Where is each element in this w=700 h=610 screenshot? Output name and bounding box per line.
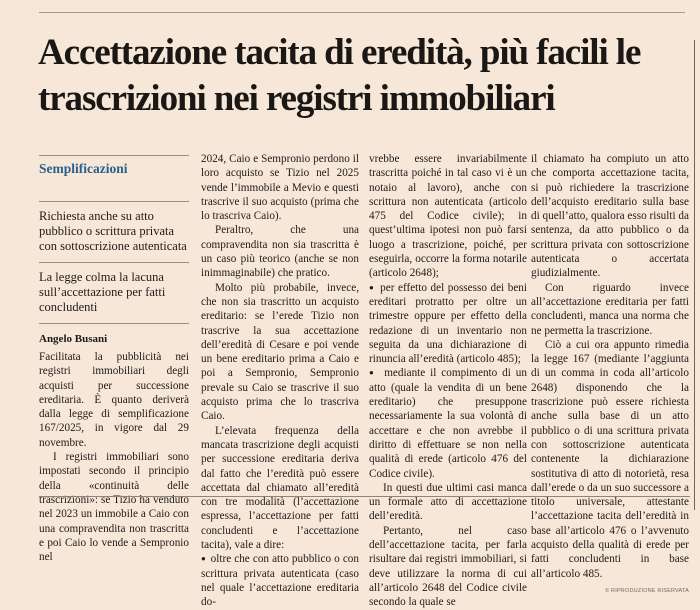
article-column-4 — [531, 152, 689, 598]
sidebar — [39, 155, 189, 354]
body-paragraph: I registri immobiliari sono impostati secondo il principio della «continuità delle trascrizioni»: se Tizio ha venduto nel 2023 un immobile a Caio con una compravendita non trascritta e poi Caio lo vende a Sempronio nel — [39, 451, 189, 564]
author-byline: Angelo Busani — [39, 333, 108, 345]
article-column-2 — [201, 152, 359, 610]
top-rule — [39, 12, 685, 13]
bullet-paragraph: ● oltre che con atto pubblico o con scrittura privata autenticata (caso nel quale l’accettazione ereditaria do- — [201, 552, 359, 609]
body-paragraph: Molto più probabile, invece, che non sia trascritto un acquisto ereditario: se l’erede Tizio non trascrive la sua accettazione dell’eredità di Cesare e poi vende un bene ereditario prima a Caio e poi a Sempronio, Sempronio prevale su Caio se trascrive il suo acquisto prima che lo trascriva Caio. — [201, 281, 359, 423]
body-paragraph: In questi due ultimi casi manca un formale atto di accettazione dell’eredità. — [369, 481, 527, 523]
subheading-2: La legge colma la lacuna sull’accettazione per fatti concludenti — [39, 270, 166, 314]
article-column-3 — [369, 152, 527, 610]
body-paragraph: vrebbe essere invariabilmente trascritta poiché in tal caso vi è un notaio al lavoro), anche con scrittura non autenticata (articolo 475 del Codice civile); in quest’ultima ipotesi non può farsi luogo a trascrizione, poiché, per eseguirla, occorre la forma notarile (articolo 2648); — [369, 153, 527, 280]
body-paragraph: Ciò a cui ora appunto rimedia la legge 167 (mediante l’aggiunta di un comma in coda all’articolo 2648) disponendo che la trascrizione può essere richiesta anche sulla base di un atto pubblico o di una scrittura privata con sottoscrizione autenticata contenente la dichiarazione sostitutiva di atto di notorietà, resa dall’erede o da un suo successore a titolo universale, attestante l’accettazione tacita dell’eredità in base all’articolo 476 o l’avvenuto acquisto della qualità di erede per fatti concludenti in base all’articolo 485. — [531, 338, 689, 580]
article-column-1 — [39, 350, 189, 564]
headline: Accettazione tacita di eredità, più facili le trascrizioni nei registri immobiliari — [38, 32, 641, 119]
body-paragraph: il chiamato ha compiuto un atto che comporta accettazione tacita, si può richiedere la trascrizione dell’acquisto ereditario sulla base di quell’atto, qualora esso risulti da sentenza, da atto pubblico o da scrittura privata con sottoscrizione autenticata o accertata giudizialmente. — [531, 153, 689, 280]
right-column-rule — [694, 40, 695, 510]
bullet-paragraph: ● per effetto del possesso dei beni ereditari protratto per oltre un trimestre oppure per effetto della redazione di un inventario non seguita da una dichiarazione di rinuncia all’eredità (articolo 485); — [369, 281, 527, 367]
copyright-notice: © RIPRODUZIONE RISERVATA — [605, 587, 689, 594]
body-paragraph: Pertanto, nel caso dell’accettazione tacita, per farla risultare dai registri immobiliari, si deve utilizzare la norma di cui all’articolo 2648 del Codice civile secondo la quale se — [369, 524, 527, 609]
subheading-1: Richiesta anche su atto pubblico o scrittura privata con sottoscrizione autenticata — [39, 209, 187, 253]
body-paragraph: Con riguardo invece all’accettazione ereditaria per fatti concludenti, manca una norma che ne permetta la trascrizione. — [531, 281, 689, 337]
body-paragraph: Facilitata la pubblicità nei registri immobiliari degli acquisti per successione ereditaria. È quanto deriverà dalla legge di semplificazione 167/2025, in vigore dal 29 novembre. — [39, 351, 189, 449]
bottom-rule — [39, 496, 690, 497]
bullet-paragraph: ● mediante il compimento di un atto (quale la vendita di un bene ereditario) che presuppone necessariamente la sua volontà di accettare e che non avrebbe il diritto di effettuare se non nella qualità di erede (articolo 476 del Codice civile). — [369, 366, 527, 480]
body-paragraph: L’elevata frequenza della mancata trascrizione degli acquisti per successione ereditaria deriva dal fatto che l’eredità può essere accettata dal chiamato all’eredità con tre modalità (l’accettazione espressa, l’accettazione per fatti concludenti e l’accettazione tacita), vale a dire: — [201, 424, 359, 552]
section-kicker: Semplificazioni — [39, 161, 128, 176]
body-paragraph: 2024, Caio e Sempronio perdono il loro acquisto se Tizio nel 2025 vende l’immobile a Mevio e questi trascrive il suo acquisto (prima che lo trascriva Caio). — [201, 153, 359, 223]
body-paragraph: Peraltro, che una compravendita non sia trascritta è un caso più teorico (anche se non inimmaginabile) che pratico. — [201, 224, 359, 280]
